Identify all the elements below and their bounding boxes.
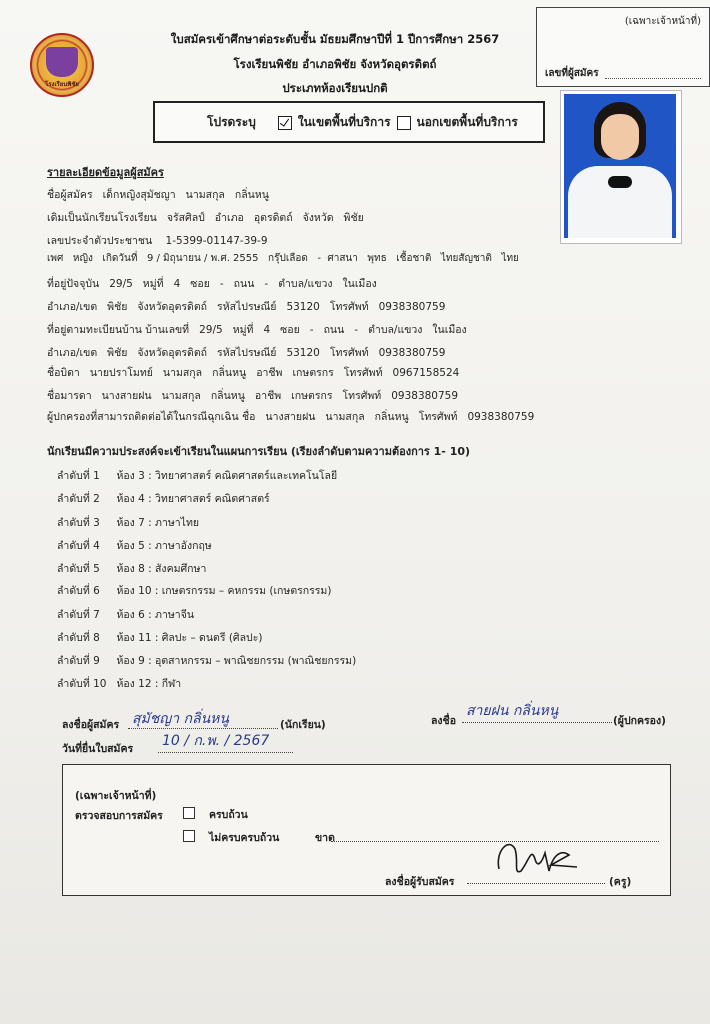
in-area-label: ในเขตพื้นที่บริการ — [297, 115, 391, 129]
detail-line: ผู้ปกครองที่สามารถติดต่อได้ในกรณีฉุกเฉิน ชื่อ นางสายฝน นามสกุล กลิ่นหนู โทรศัพท์ 0938380759 — [47, 411, 535, 423]
applicant-photo — [560, 90, 682, 244]
applicant-signature-label: ลงชื่อผู้สมัคร — [62, 719, 120, 731]
missing-label: ขาด — [315, 832, 335, 844]
study-plan-choice: ลำดับที่ 1 ห้อง 3 : วิทยาศาสตร์ คณิตศาสตร์และเทคโนโลยี — [57, 470, 338, 482]
office-check-title: (เฉพาะเจ้าหน้าที่) — [75, 790, 157, 802]
incomplete-checkbox[interactable] — [183, 830, 195, 842]
office-check-box — [62, 764, 671, 896]
seal-text: โรงเรียนพิชัย — [45, 81, 79, 88]
detail-line: ที่อยู่ปัจจุบัน 29/5 หมู่ที่ 4 ซอย - ถนน - ตำบล/แขวง ในเมือง — [47, 278, 377, 290]
details-heading: รายละเอียดข้อมูลผู้สมัคร — [47, 166, 164, 179]
study-plan-choice: ลำดับที่ 9 ห้อง 9 : อุตสาหกรรม – พาณิชยกรรม (พาณิชยกรรม) — [57, 655, 357, 667]
check-label: ตรวจสอบการสมัคร — [75, 810, 163, 822]
applicant-number-field — [605, 78, 701, 79]
detail-line: อำเภอ/เขต พิชัย จังหวัดอุตรดิตถ์ รหัสไปรษณีย์ 53120 โทรศัพท์ 0938380759 — [47, 301, 446, 313]
submit-date: 10 / ก.พ. / 2567 — [162, 733, 270, 749]
complete-checkbox[interactable] — [183, 807, 195, 819]
study-plan-choice: ลำดับที่ 5 ห้อง 8 : สังคมศึกษา — [57, 563, 207, 575]
guardian-role: (ผู้ปกครอง) — [613, 715, 666, 727]
receiver-signature — [491, 831, 583, 883]
detail-line: ที่อยู่ตามทะเบียนบ้าน บ้านเลขที่ 29/5 หมู่ที่ 4 ซอย - ถนน - ตำบล/แขวง ในเมือง — [47, 324, 467, 336]
service-area-prompt: โปรดระบุ — [207, 115, 256, 129]
study-plan-choice: ลำดับที่ 8 ห้อง 11 : ศิลปะ – ดนตรี (ศิลปะ) — [57, 632, 263, 644]
submit-date-line — [158, 752, 293, 753]
applicant-signature: สุมัชญา กลิ่นหนู — [132, 711, 229, 727]
classroom-type: ประเภทห้องเรียนปกติ — [282, 81, 388, 95]
detail-line: อำเภอ/เขต พิชัย จังหวัดอุตรดิตถ์ รหัสไปรษณีย์ 53120 โทรศัพท์ 0938380759 — [47, 347, 446, 359]
applicant-number-label: เลขที่ผู้สมัคร — [545, 68, 599, 79]
detail-line: ชื่อมารดา นางสายฝน นามสกุล กลิ่นหนู อาชีพ เกษตรกร โทรศัพท์ 0938380759 — [47, 390, 459, 402]
guardian-signature-line — [462, 722, 612, 723]
submit-date-label: วันที่ยื่นใบสมัคร — [62, 743, 134, 755]
study-plan-choice: ลำดับที่ 6 ห้อง 10 : เกษตรกรรม – คหกรรม (เกษตรกรรม) — [57, 585, 332, 597]
receiver-role: (ครู) — [609, 876, 632, 888]
incomplete-label: ไม่ครบครบถ้วน — [209, 832, 280, 844]
guardian-signature-label: ลงชื่อ — [431, 715, 456, 727]
study-plan-choice: ลำดับที่ 2 ห้อง 4 : วิทยาศาสตร์ คณิตศาสตร์ — [57, 493, 270, 505]
detail-line: ชื่อผู้สมัคร เด็กหญิงสุมัชญา นามสกุล กลิ่นหนู — [47, 189, 269, 201]
service-area-box — [153, 101, 545, 143]
guardian-signature: สายฝน กลิ่นหนู — [466, 703, 559, 719]
detail-line: เพศ หญิง เกิดวันที่ 9 / มิถุนายน / พ.ศ. 2555 กรุ๊ปเลือด - ศาสนา พุทธ เชื้อชาติ ไทยสัญชาติ ไทย — [47, 253, 519, 264]
detail-line: เลขประจำตัวประชาชน 1-5399-01147-39-9 — [47, 235, 268, 247]
study-plan-choice: ลำดับที่ 10 ห้อง 12 : กีฬา — [57, 678, 182, 690]
study-plan-choice: ลำดับที่ 3 ห้อง 7 : ภาษาไทย — [57, 517, 200, 529]
study-plan-choice: ลำดับที่ 7 ห้อง 6 : ภาษาจีน — [57, 609, 194, 621]
applicant-role: (นักเรียน) — [280, 719, 326, 731]
detail-line: ชื่อบิดา นายปราโมทย์ นามสกุล กลิ่นหนู อาชีพ เกษตรกร โทรศัพท์ 0967158524 — [47, 367, 460, 379]
complete-label: ครบถ้วน — [209, 809, 248, 821]
study-plan-heading: นักเรียนมีความประสงค์จะเข้าเรียนในแผนการเรียน (เรียงลำดับตามความต้องการ 1- 10) — [47, 445, 471, 458]
school-name: โรงเรียนพิชัย อำเภอพิชัย จังหวัดอุตรดิตถ์ — [233, 57, 437, 71]
form-title: ใบสมัครเข้าศึกษาต่อระดับชั้น มัธยมศึกษาปีที่ 1 ปีการศึกษา 2567 — [170, 32, 500, 46]
receiver-signature-label: ลงชื่อผู้รับสมัคร — [385, 876, 455, 888]
out-area-label: นอกเขตพื้นที่บริการ — [416, 115, 518, 129]
detail-line: เดิมเป็นนักเรียนโรงเรียน จรัสศิลป์ อำเภอ อุตรดิตถ์ จังหวัด พิชัย — [47, 212, 364, 224]
office-use-title: (เฉพาะเจ้าหน้าที่) — [624, 16, 701, 27]
study-plan-choice: ลำดับที่ 4 ห้อง 5 : ภาษาอังกฤษ — [57, 540, 212, 552]
receiver-signature-line — [467, 883, 605, 884]
out-area-checkbox[interactable] — [397, 116, 411, 130]
in-area-checkbox[interactable] — [278, 116, 292, 130]
